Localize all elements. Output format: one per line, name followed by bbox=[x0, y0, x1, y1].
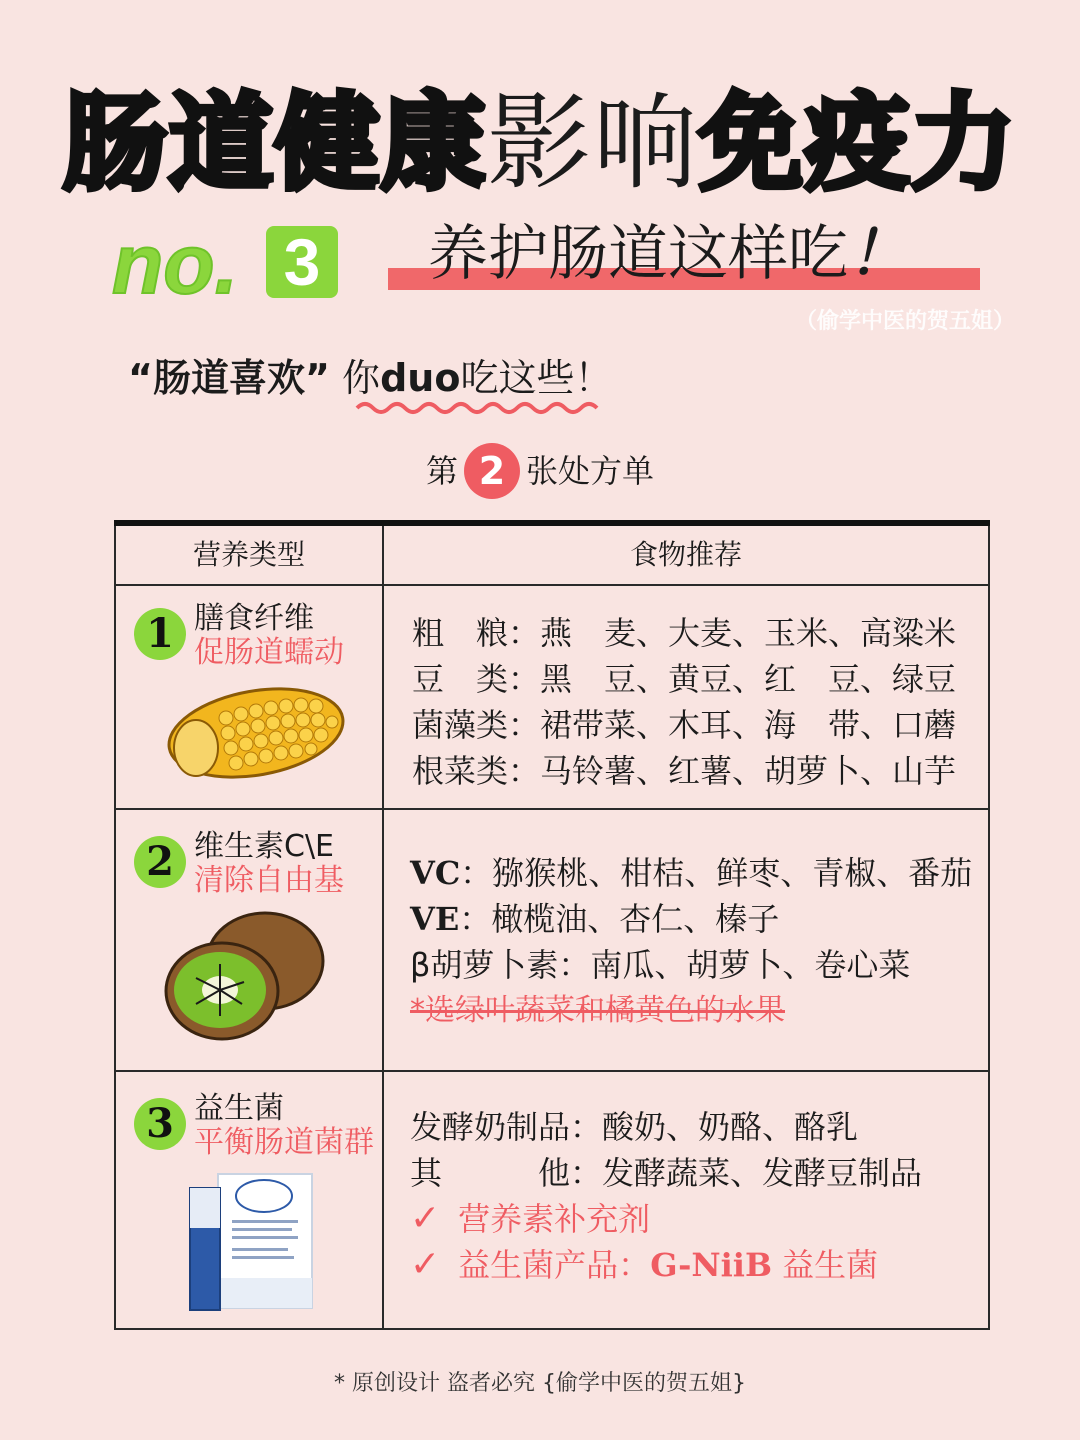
row-number-badge: 2 bbox=[134, 836, 186, 888]
ve-text: ：橄榄油、杏仁、榛子 bbox=[459, 900, 780, 938]
food-note: *选绿叶蔬菜和橘黄色的水果 bbox=[410, 993, 785, 1028]
corn-icon bbox=[156, 678, 346, 788]
check-line-product bbox=[410, 1242, 988, 1288]
intro-part2: 吃这些！ bbox=[460, 356, 613, 400]
table-row bbox=[115, 585, 989, 809]
intro-line bbox=[128, 352, 612, 404]
check-icon: ✓ bbox=[410, 1198, 441, 1239]
subtitle-text: 养护肠道这样吃 bbox=[428, 219, 848, 289]
page-title bbox=[0, 78, 1080, 208]
brand-name: G-NiiB bbox=[650, 1246, 772, 1284]
row-number-badge: 1 bbox=[134, 608, 186, 660]
type-desc: 平衡肠道菌群 bbox=[194, 1125, 374, 1160]
food-line: 根菜类：马铃薯、红薯、胡萝卜、山芋 bbox=[412, 752, 957, 790]
header-food-recommend: 食物推荐 bbox=[383, 523, 989, 585]
type-name: 益生菌 bbox=[194, 1091, 284, 1126]
check-suffix: 益生菌 bbox=[782, 1246, 879, 1284]
table-row bbox=[115, 1071, 989, 1329]
check-line-supplement bbox=[410, 1196, 988, 1242]
kiwi-icon bbox=[160, 906, 330, 1046]
prescription-prefix: 第 bbox=[425, 452, 458, 490]
probiotic-box-icon bbox=[186, 1168, 316, 1314]
check-prefix: 益生菌产品： bbox=[458, 1246, 651, 1284]
type-cell-vitamin bbox=[115, 809, 383, 1071]
wavy-underline bbox=[355, 400, 605, 416]
prescription-suffix: 张处方单 bbox=[526, 452, 655, 490]
ve-label: VE bbox=[410, 900, 460, 938]
food-line-beta: β胡萝卜素：南瓜、胡萝卜、卷心菜 bbox=[410, 946, 911, 984]
nutrition-table bbox=[114, 520, 990, 1330]
title-part2: 影响 bbox=[486, 82, 699, 204]
intro-quote: “肠道喜欢” bbox=[128, 356, 330, 400]
food-line-vc bbox=[410, 850, 988, 896]
type-cell-fiber bbox=[115, 585, 383, 809]
food-line: 菌藻类：裙带菜、木耳、海 带、口蘑 bbox=[412, 706, 957, 744]
footer-copyright: * 原创设计 盗者必究 {偷学中医的贺五姐} bbox=[334, 1371, 746, 1396]
number-prefix: no. bbox=[112, 217, 238, 311]
title-part3: 免疫力 bbox=[699, 82, 1018, 204]
type-desc: 清除自由基 bbox=[194, 863, 344, 898]
food-cell-fiber bbox=[383, 585, 989, 809]
vc-text: ：猕猴桃、柑桔、鲜枣、青椒、番茄 bbox=[460, 854, 973, 892]
type-name: 维生素C\E bbox=[194, 829, 335, 864]
table-header-row bbox=[115, 523, 989, 585]
subtitle-bang: ！ bbox=[848, 219, 908, 289]
intro-part1: 你 bbox=[342, 356, 381, 400]
food-line: 粗 粮：燕 麦、大麦、玉米、高粱米 bbox=[412, 614, 957, 652]
subtitle bbox=[428, 216, 908, 292]
type-cell-probiotic bbox=[115, 1071, 383, 1329]
title-part1: 肠道健康 bbox=[62, 82, 487, 204]
header-nutrition-type: 营养类型 bbox=[115, 523, 383, 585]
prescription-label bbox=[0, 443, 1080, 499]
number-box: 3 bbox=[266, 226, 338, 298]
row-number-badge: 3 bbox=[134, 1098, 186, 1150]
food-cell-probiotic bbox=[383, 1071, 989, 1329]
type-desc: 促肠道蠕动 bbox=[194, 635, 344, 670]
food-line: 豆 类：黑 豆、黄豆、红 豆、绿豆 bbox=[412, 660, 957, 698]
food-line-ve bbox=[410, 896, 988, 942]
check-text: 营养素补充剂 bbox=[458, 1200, 651, 1238]
intro-em: duo bbox=[380, 356, 461, 400]
check-icon: ✓ bbox=[410, 1244, 441, 1285]
vc-label: VC bbox=[410, 854, 461, 892]
food-cell-vitamin bbox=[383, 809, 989, 1071]
food-line: 发酵奶制品：酸奶、奶酪、酪乳 bbox=[410, 1108, 859, 1146]
table-row bbox=[115, 809, 989, 1071]
prescription-number-badge: 2 bbox=[464, 443, 520, 499]
watermark: （偷学中医的贺五姐） bbox=[795, 309, 1016, 334]
food-line: 其 他：发酵蔬菜、发酵豆制品 bbox=[410, 1154, 923, 1192]
type-name: 膳食纤维 bbox=[194, 601, 314, 636]
